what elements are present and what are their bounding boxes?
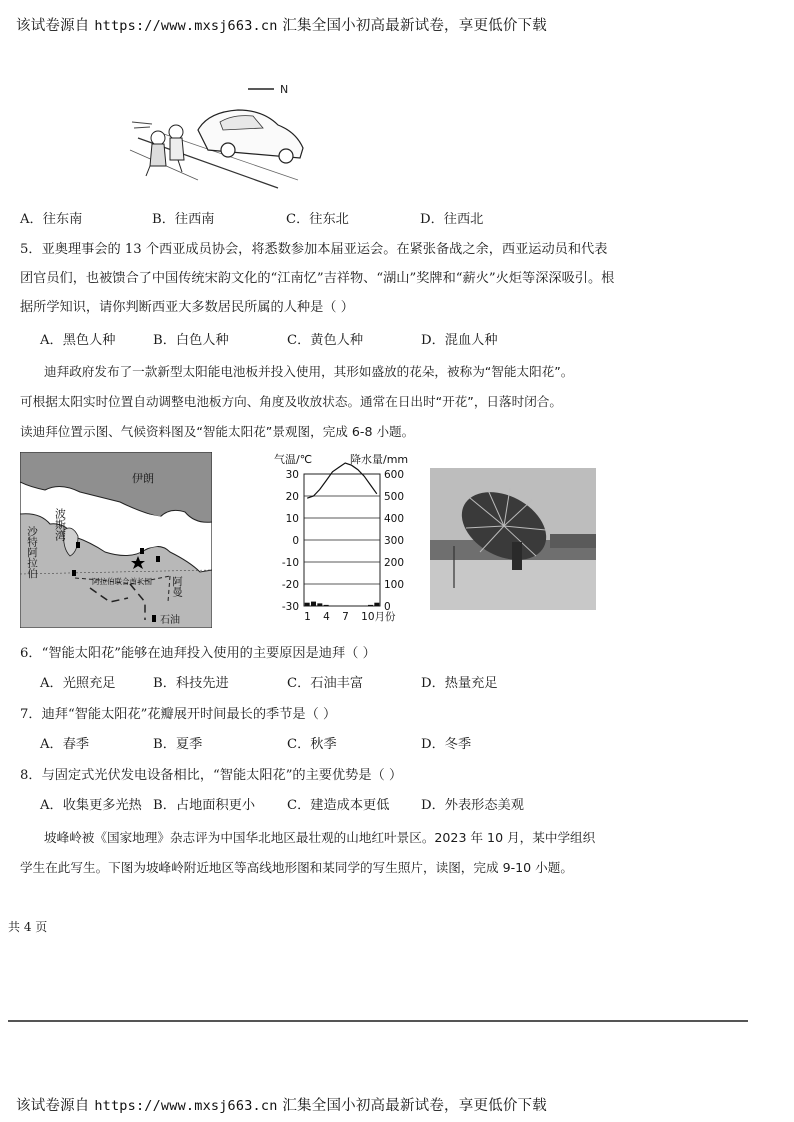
q6-option-b[interactable]: B．科技先进 (153, 676, 229, 691)
q5-stem-line3: 据所学知识，请你判断西亚大多数居民所属的人种是（ ） (20, 300, 354, 315)
q8-option-a[interactable]: A．收集更多光热 (40, 798, 142, 813)
source-banner-bottom (16, 1094, 547, 1115)
oil-marker (76, 542, 80, 548)
legend-oil-label: 石油 (160, 615, 180, 626)
precip-bar (368, 605, 373, 606)
month-tick-label: 1 (304, 611, 311, 623)
q6-option-d[interactable]: D．热量充足 (421, 676, 498, 691)
q5-option-c[interactable]: C．黄色人种 (287, 333, 364, 348)
banner-url[interactable]: https://www.mxsj663.cn (94, 18, 278, 34)
car-crossing-figure (128, 80, 318, 190)
smart-sunflower-photo (430, 468, 596, 610)
banner-suffix: 汇集全国小初高最新试卷，享更低价下载 (282, 18, 547, 34)
q5-option-d[interactable]: D．混血人种 (421, 333, 498, 348)
q4-option-d[interactable]: D．往西北 (420, 212, 484, 227)
q4-option-a[interactable]: A．往东南 (20, 212, 83, 227)
right-tick-label: 300 (384, 535, 405, 547)
label-oman: 阿曼 (171, 576, 183, 597)
q6-option-a[interactable]: A．光照充足 (40, 676, 116, 691)
q5-option-b[interactable]: B．白色人种 (153, 333, 229, 348)
label-gulf: 波斯湾 (53, 508, 67, 541)
passage1-line3: 读迪拜位置示图、气候资料图及“智能太阳花”景观图，完成 6-8 小题。 (20, 424, 415, 439)
label-uae-box: 阿拉伯联合酋长国 (92, 577, 152, 586)
precip-bar (374, 603, 379, 606)
legend-oil-icon (152, 615, 156, 622)
q7-option-c[interactable]: C．秋季 (287, 737, 337, 752)
q7-option-a[interactable]: A．春季 (40, 737, 90, 752)
q7-stem: 7．迪拜“智能太阳花”花瓣展开时间最长的季节是（ ） (20, 707, 337, 722)
passage1-line2: 可根据太阳实时位置自动调整电池板方向、角度及收放状态。通常在日出时“开花”，日落时闭合。 (20, 394, 562, 409)
precip-bar (305, 603, 310, 606)
banner-prefix: 该试卷源自 (16, 1098, 90, 1114)
left-tick-label: -20 (281, 579, 299, 591)
label-iran: 伊朗 (132, 472, 154, 485)
month-tick-label: 10月份 (361, 611, 396, 623)
temp-axis-title: 气温/℃ (274, 453, 313, 466)
q8-option-b[interactable]: B．占地面积更小 (153, 798, 256, 813)
right-tick-label: 500 (384, 491, 405, 503)
month-tick-label: 7 (342, 611, 349, 623)
q6-stem: 6．“智能太阳花”能够在迪拜投入使用的主要原因是迪拜（ ） (20, 646, 376, 661)
precip-bar (324, 605, 329, 606)
right-tick-label: 0 (384, 601, 391, 613)
north-label: N (280, 83, 289, 96)
precip-bar (311, 602, 316, 606)
oil-marker (140, 548, 144, 554)
left-tick-label: 30 (285, 469, 299, 481)
dubai-location-map (20, 452, 212, 628)
banner-prefix: 该试卷源自 (16, 18, 90, 34)
climate-chart (262, 450, 422, 628)
left-tick-label: 0 (292, 535, 299, 547)
source-banner-top (16, 14, 547, 35)
left-tick-label: -10 (281, 557, 299, 569)
precip-bar (317, 603, 322, 606)
banner-url[interactable]: https://www.mxsj663.cn (94, 1098, 278, 1114)
q8-stem: 8．与固定式光伏发电设备相比，“智能太阳花”的主要优势是（ ） (20, 768, 403, 783)
q5-stem-line2: 团官员们，也被馈合了中国传统宋韵文化的“江南忆”吉祥物、“湖山”奖牌和“薪火”火炬等深深吸引。根 (20, 271, 615, 286)
right-tick-label: 100 (384, 579, 405, 591)
q8-option-c[interactable]: C．建造成本更低 (287, 798, 390, 813)
q4-option-c[interactable]: C．往东北 (286, 212, 349, 227)
q5-stem-line1: 5．亚奥理事会的 13 个西亚成员协会，将悉数参加本届亚运会。在紧张备战之余，西亚运动员和代表 (20, 242, 608, 257)
page-count: 共 4 页 (8, 920, 48, 934)
right-tick-label: 400 (384, 513, 405, 525)
precip-axis-title: 降水量/mm (350, 453, 409, 466)
temperature-line (307, 463, 377, 498)
page-divider (8, 1020, 748, 1022)
oil-marker (72, 570, 76, 576)
right-tick-label: 600 (384, 469, 405, 481)
month-tick-label: 4 (323, 611, 330, 623)
q6-option-c[interactable]: C．石油丰富 (287, 676, 364, 691)
q7-option-d[interactable]: D．冬季 (421, 737, 472, 752)
q7-option-b[interactable]: B．夏季 (153, 737, 203, 752)
children-icon (146, 125, 184, 176)
banner-suffix: 汇集全国小初高最新试卷，享更低价下载 (282, 1098, 547, 1114)
oil-marker (156, 556, 160, 562)
label-saudi: 沙特阿拉伯 (26, 526, 38, 579)
left-tick-label: 10 (285, 513, 299, 525)
left-tick-label: 20 (285, 491, 299, 503)
q8-option-d[interactable]: D．外表形态美观 (421, 798, 524, 813)
q4-option-b[interactable]: B．往西南 (152, 212, 215, 227)
passage2-line1: 坡峰岭被《国家地理》杂志评为中国华北地区最壮观的山地红叶景区。2023 年 10 月，某中学组织 (44, 830, 596, 845)
passage1-line1: 迪拜政府发布了一款新型太阳能电池板并投入使用，其形如盛放的花朵，被称为“智能太阳花”。 (44, 364, 574, 379)
passage2-line2: 学生在此写生。下图为坡峰岭附近地区等高线地形图和某同学的写生照片，读图，完成 9-10 小题。 (20, 860, 573, 875)
car-icon (198, 110, 303, 163)
left-tick-label: -30 (281, 601, 299, 613)
right-tick-label: 200 (384, 557, 405, 569)
q5-option-a[interactable]: A．黑色人种 (40, 333, 116, 348)
